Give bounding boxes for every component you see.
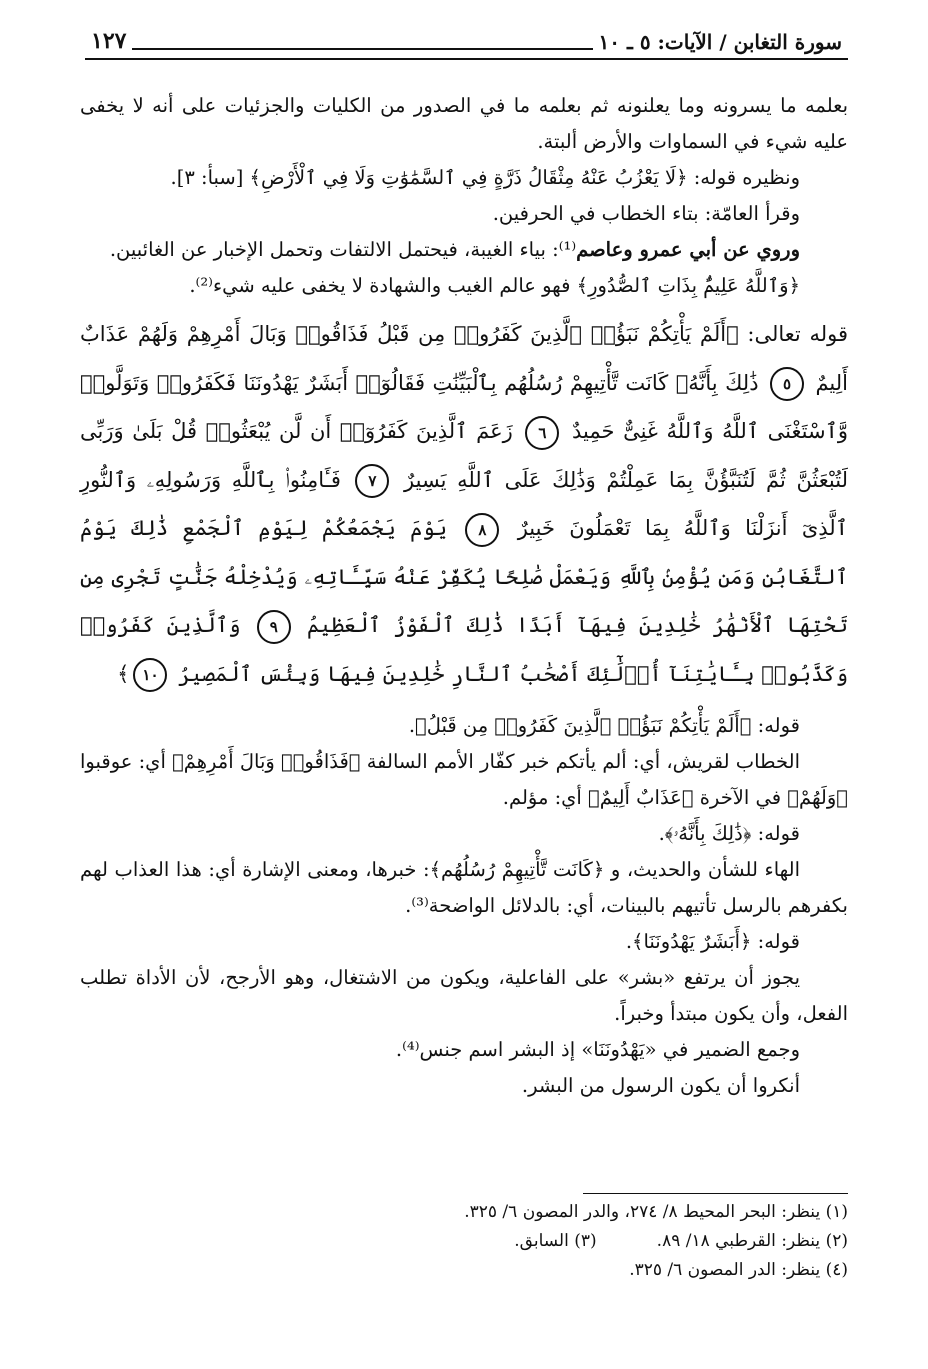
paragraph	[80, 232, 848, 268]
running-title: سورة التغابن / الآيات: ٥ ـ ١٠	[593, 30, 848, 54]
footnote: (١) ينظر: البحر المحيط ٨/ ٢٧٤، والدر المصون ٦/ ٣٢٥.	[464, 1202, 848, 1222]
ayah-number-marker: ٨	[465, 513, 499, 547]
footnote-separator	[583, 1193, 848, 1194]
verse-text: وَٱلَّذِينَ كَفَرُوا۟ وَكَذَّبُوا۟ بِـَٔايَٰتِنَآ أُو۟لَٰٓئِكَ أَصْحَٰبُ ٱلنَّارِ خَٰلِدِينَ فِيهَا وَبِئْسَ ٱلْمَصِيرُ	[80, 613, 848, 686]
paragraph: الخطاب لقريش، أي: ألم يأتكم خبر كفّار الأمم السالفة ﴿فَذَاقُوا۟ وَبَالَ أَمْرِهِمْ﴾ أي: عوقبوا ﴿وَلَهُمْ﴾ في الآخرة ﴿عَذَابٌ أَلِيمٌ﴾ أي: مؤلم.	[80, 750, 848, 809]
paragraph-text: ⁽¹⁾: بياء الغيبة، فيحتمل الالتفات وتحمل الإخبار عن الغائبين.	[109, 238, 577, 261]
header-rule	[85, 58, 848, 60]
footnote: (٢) ينظر: القرطبي ١٨/ ٨٩.	[656, 1231, 848, 1251]
ayah-number-marker: ٩	[257, 610, 291, 644]
quran-verses-block	[80, 310, 848, 698]
paragraph: وجمع الضمير في «يَهْدُونَنَا» إذ البشر اسم جنس⁽⁴⁾.	[395, 1038, 800, 1061]
paragraph: يجوز أن يرتفع «بشر» على الفاعلية، ويكون من الاشتغال، وهو الأرجح، لأن الأداة تطلب الفعل، وأن يكون مبتدأ وخبراً.	[80, 966, 848, 1025]
verses-intro: قوله تعالى:	[738, 322, 848, 346]
main-text	[80, 88, 848, 1104]
ayah-number-marker: ١٠	[133, 658, 167, 692]
ayah-number-marker: ٦	[525, 416, 559, 450]
paragraph: ﴿وَٱللَّهُ عَلِيمٌۢ بِذَاتِ ٱلصُّدُورِ﴾ فهو عالم الغيب والشهادة لا يخفى عليه شيء⁽²⁾.	[189, 274, 800, 297]
footnotes	[380, 1198, 848, 1285]
footnote-row	[380, 1227, 848, 1256]
paragraph: بعلمه ما يسرونه وما يعلنونه ثم بعلمه ما في الصدور من الكليات والجزئيات على أنه لا يخفى عليه شيء في السماوات والأرض ألبتة.	[80, 94, 848, 153]
ayah-number-marker: ٧	[355, 464, 389, 498]
verse-close-bracket: ﴾	[117, 661, 130, 686]
paragraph: قوله: ﴿أَبَشَرٌ يَهْدُونَنَا﴾.	[625, 930, 800, 953]
reader-names: وروي عن أبي عمرو وعاصم	[576, 238, 800, 261]
footnote: (٤) ينظر: الدر المصون ٦/ ٣٢٥.	[629, 1260, 848, 1280]
verse-text: يَوْمَ يَجْمَعُكُمْ لِيَوْمِ ٱلْجَمْعِ ذَٰلِكَ يَوْمُ ٱلتَّغَابُنِ وَمَن يُؤْمِنۢ بِٱللَّهِ وَيَعْمَلْ صَٰلِحًا يُكَفِّرْ عَنْهُ سَيِّـَٔاتِهِۦ وَيُدْخِلْهُ جَنَّٰتٍ تَجْرِى مِن تَحْتِهَا ٱلْأَنْهَٰرُ خَٰلِدِينَ فِيهَآ أَبَدًا ذَٰلِكَ ٱلْفَوْزُ ٱلْعَظِيمُ	[80, 516, 848, 637]
verse-text: فَـَٔامِنُوا۟ بِٱللَّهِ وَرَسُولِهِۦ وَٱلنُّورِ ٱلَّذِىٓ أَنزَلْنَا وَٱللَّهُ بِمَا تَعْمَلُونَ خَبِيرٌ	[80, 467, 848, 540]
paragraph: وقرأ العامّة: بتاء الخطاب في الحرفين.	[492, 202, 800, 225]
page-number: ١٢٧	[85, 28, 132, 54]
page-header	[85, 20, 848, 54]
footnote: (٣) السابق.	[514, 1231, 597, 1251]
verse-text: ﴿أَلَمْ يَأْتِكُمْ نَبَؤُا۟ ٱلَّذِينَ كَفَرُوا۟ مِن قَبْلُ فَذَاقُوا۟ وَبَالَ أَمْرِهِمْ وَلَهُمْ عَذَابٌ أَلِيمٌ	[80, 322, 848, 395]
paragraph: قوله: ﴿أَلَمْ يَأْتِكُمْ نَبَؤُا۟ ٱلَّذِينَ كَفَرُوا۟ مِن قَبْلُ﴾.	[408, 714, 800, 737]
paragraph: قوله: ﴿ذَٰلِكَ بِأَنَّهُۥ﴾.	[658, 822, 800, 845]
paragraph: أنكروا أن يكون الرسول من البشر.	[521, 1074, 800, 1097]
verse-text: زَعَمَ ٱلَّذِينَ كَفَرُوٓا۟ أَن لَّن يُبْعَثُوا۟ قُلْ بَلَىٰ وَرَبِّى لَتُبْعَثُنَّ ثُمَّ لَتُنَبَّؤُنَّ بِمَا عَمِلْتُمْ وَذَٰلِكَ عَلَى ٱللَّهِ يَسِيرٌ	[80, 419, 848, 492]
paragraph: الهاء للشأن والحديث، و ﴿كَانَت تَّأْتِيهِمْ رُسُلُهُم﴾: خبرها، ومعنى الإشارة أي: هذا العذاب لهم بكفرهم بالرسل تأتيهم بالبينات، أي: بالدلائل الواضحة⁽³⁾.	[80, 858, 848, 917]
paragraph: ونظيره قوله: ﴿لَا يَعْزُبُ عَنْهُ مِثْقَالُ ذَرَّةٍ فِي ٱلسَّمَٰوَٰتِ وَلَا فِي ٱلْأَرْضِ﴾ [سبأ: ٣].	[170, 166, 800, 189]
verse-text: ذَٰلِكَ بِأَنَّهُۥ كَانَت تَّأْتِيهِمْ رُسُلُهُم بِٱلْبَيِّنَٰتِ فَقَالُوٓا۟ أَبَشَرٌ يَهْدُونَنَا فَكَفَرُوا۟ وَتَوَلَّوا۟ وَّٱسْتَغْنَى ٱللَّهُ وَٱللَّهُ غَنِىٌّ حَمِيدٌ	[80, 370, 849, 443]
ayah-number-marker: ٥	[770, 367, 804, 401]
